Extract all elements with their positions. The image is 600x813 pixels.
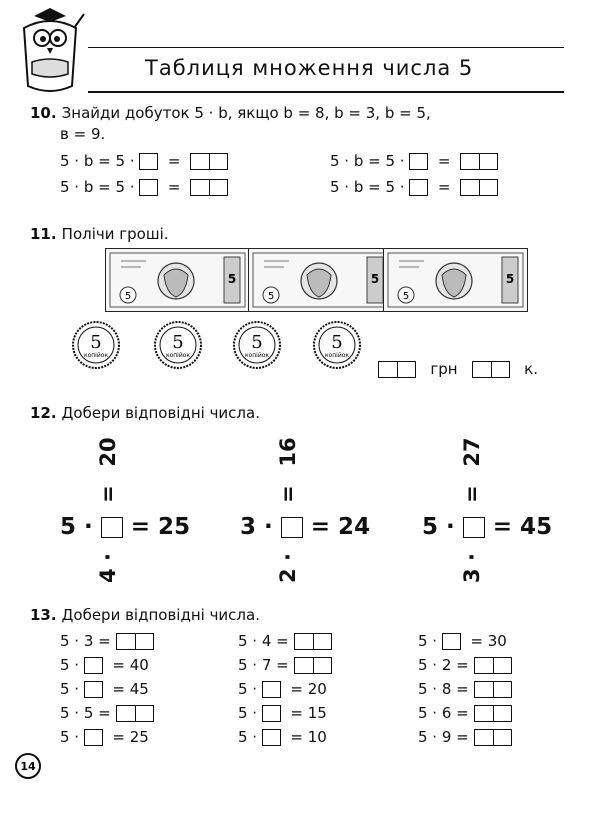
equation: 5 · b = 5 · =	[330, 178, 498, 196]
task-number: 13.	[30, 606, 57, 624]
answer-box[interactable]	[463, 517, 485, 538]
banknote-5-grn	[383, 248, 528, 312]
task-text: Добери відповідні числа.	[61, 404, 260, 422]
answer-box-2digit[interactable]	[474, 657, 512, 674]
banknote-icon	[106, 249, 249, 311]
answer-box[interactable]	[442, 633, 461, 650]
page-number-badge	[14, 752, 42, 780]
equation-12: 3 · = 24	[240, 514, 371, 540]
task-text: Полічи гроші.	[61, 225, 169, 243]
equation-12: 5 · = 25	[60, 514, 191, 540]
header-rule	[88, 91, 564, 93]
equation-row: 5 · 7 =	[238, 656, 332, 674]
coin-5-kop-icon	[71, 320, 121, 370]
banknote-5-grn	[248, 248, 393, 312]
answer-box[interactable]	[262, 681, 281, 698]
owl-mascot-icon	[14, 8, 86, 96]
equation-row: 5 · = 20	[238, 680, 327, 698]
top-number: 27	[460, 437, 484, 467]
coin-value: 5	[251, 332, 263, 353]
answer-box-2digit[interactable]	[190, 153, 228, 170]
coin-value: 5	[172, 332, 184, 353]
task-text-line2: в = 9.	[60, 125, 106, 143]
answer-box[interactable]	[84, 729, 103, 746]
equation-row: 5 · = 45	[60, 680, 149, 698]
equation-row: 5 · 2 =	[418, 656, 512, 674]
banknote-icon	[384, 249, 527, 311]
task-11	[30, 224, 169, 243]
task-13	[30, 605, 260, 624]
task-number: 11.	[30, 225, 57, 243]
answer-box[interactable]	[139, 153, 158, 170]
answer-box-2digit[interactable]	[116, 633, 154, 650]
note-value: 5	[505, 272, 515, 286]
grn-label: грн	[430, 360, 458, 378]
task-10	[30, 103, 431, 122]
task-12	[30, 403, 260, 422]
answer-box[interactable]	[84, 657, 103, 674]
answer-box-2digit[interactable]	[294, 657, 332, 674]
answer-box[interactable]	[281, 517, 303, 538]
task-text: Знайди добуток 5 · b, якщо b = 8, b = 3, b = 5,	[61, 104, 431, 122]
task-text: Добери відповідні числа.	[61, 606, 260, 624]
equals-vertical: =	[460, 485, 484, 503]
coin-5-kop-icon	[312, 320, 362, 370]
answer-box[interactable]	[262, 705, 281, 722]
coin-5-kop-icon	[153, 320, 203, 370]
equation-row: 5 · 6 =	[418, 704, 512, 722]
grn-answer-box[interactable]	[378, 361, 416, 378]
coin-label: копійок	[83, 352, 109, 359]
equation-row: 5 · 9 =	[418, 728, 512, 746]
note-value: 5	[267, 291, 275, 302]
bottom-expression: 4 ·	[96, 553, 120, 583]
coin-label: копійок	[165, 352, 191, 359]
answer-box-2digit[interactable]	[460, 179, 498, 196]
answer-box-2digit[interactable]	[460, 153, 498, 170]
note-value: 5	[227, 272, 237, 286]
coin-value: 5	[90, 332, 102, 353]
kop-answer-box[interactable]	[472, 361, 510, 378]
answer-box-2digit[interactable]	[474, 729, 512, 746]
equation: 5 · b = 5 · =	[330, 152, 498, 170]
equation-row: 5 · = 10	[238, 728, 327, 746]
page-title: Таблиця множення числа 5	[145, 56, 474, 80]
answer-box[interactable]	[409, 179, 428, 196]
equation: 5 · b = 5 · =	[60, 178, 228, 196]
header-top-rule	[88, 47, 564, 48]
note-value: 5	[370, 272, 380, 286]
note-value: 5	[124, 291, 132, 302]
coin-label: копійок	[324, 352, 350, 359]
coin-value: 5	[331, 332, 343, 353]
top-number: 20	[96, 437, 120, 467]
task-number: 12.	[30, 404, 57, 422]
equation-row: 5 · = 15	[238, 704, 327, 722]
equation-row: 5 · = 25	[60, 728, 149, 746]
banknote-5-grn	[105, 248, 250, 312]
top-number: 16	[276, 437, 300, 467]
banknote-icon	[249, 249, 392, 311]
answer-box[interactable]	[139, 179, 158, 196]
answer-box-2digit[interactable]	[474, 705, 512, 722]
bottom-expression: 2 ·	[276, 553, 300, 583]
equation-row: 5 · = 40	[60, 656, 149, 674]
coin-label: копійок	[244, 352, 270, 359]
equation-row: 5 · 8 =	[418, 680, 512, 698]
equation-row: 5 · 5 =	[60, 704, 154, 722]
equals-vertical: =	[96, 485, 120, 503]
equation-12: 5 · = 45	[422, 514, 553, 540]
equation: 5 · b = 5 · =	[60, 152, 228, 170]
answer-box-2digit[interactable]	[116, 705, 154, 722]
note-value: 5	[402, 291, 410, 302]
money-answer	[378, 360, 538, 378]
answer-box[interactable]	[409, 153, 428, 170]
answer-box[interactable]	[101, 517, 123, 538]
equation-row: 5 · = 30	[418, 632, 507, 650]
answer-box-2digit[interactable]	[190, 179, 228, 196]
equation-row: 5 · 3 =	[60, 632, 154, 650]
answer-box[interactable]	[262, 729, 281, 746]
equation-row: 5 · 4 =	[238, 632, 332, 650]
coin-5-kop-icon	[232, 320, 282, 370]
answer-box-2digit[interactable]	[294, 633, 332, 650]
kop-label: к.	[524, 360, 538, 378]
equals-vertical: =	[276, 485, 300, 503]
task-number: 10.	[30, 104, 57, 122]
answer-box-2digit[interactable]	[474, 681, 512, 698]
answer-box[interactable]	[84, 681, 103, 698]
bottom-expression: 3 ·	[460, 553, 484, 583]
page-number: 14	[20, 760, 36, 773]
